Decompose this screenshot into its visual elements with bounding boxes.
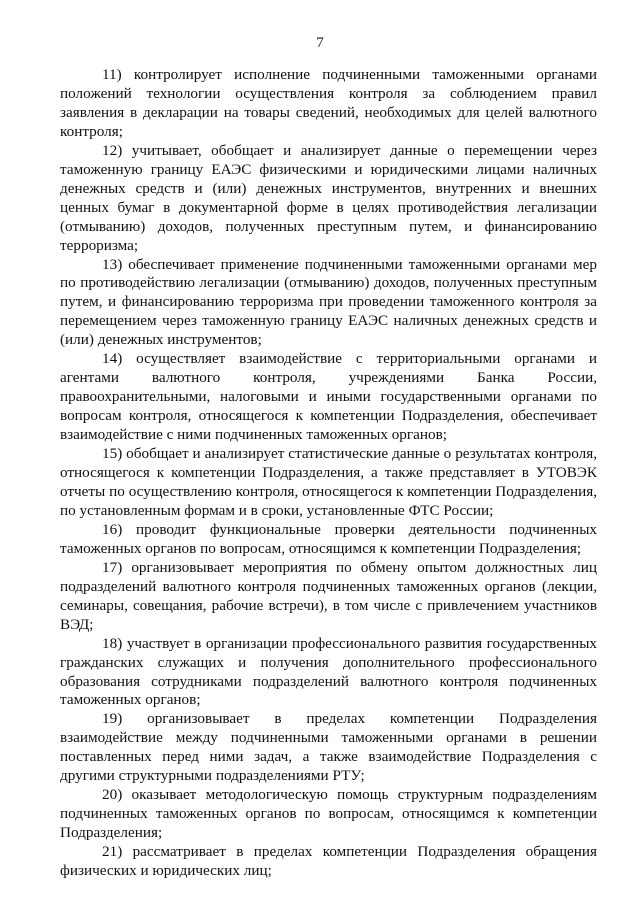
paragraph-12: 12) учитывает, обобщает и анализирует данные о перемещении через таможенную границу ЕАЭС физическими и юридическими лицами наличных денежных средств и (или) денежных инструментов, внутренних и внешних ценных бумаг в документарной форме в целях противодействия легализации (отмыванию) доходов, полученных преступным путем, и финансированию терроризма;	[60, 141, 597, 254]
paragraph-18: 18) участвует в организации профессионального развития государственных гражданских служащих и получения дополнительного профессионального образования сотрудниками подразделений валютного контроля подчиненных таможенных органов;	[60, 634, 597, 709]
page-number: 7	[316, 35, 324, 51]
paragraph-17: 17) организовывает мероприятия по обмену опытом должностных лиц подразделений валютного контроля подчиненных таможенных органов (лекции, семинары, совещания, рабочие встречи), в том числе с привлечением участников ВЭД;	[60, 558, 597, 633]
paragraph-15: 15) обобщает и анализирует статистические данные о результатах контроля, относящегося к компетенции Подразделения, а также представляет в УТОВЭК отчеты по осуществлению контроля, относящегося к компетенции Подразделения, по установленным формам и в сроки, установленные ФТС России;	[60, 445, 597, 519]
paragraph-21: 21) рассматривает в пределах компетенции Подразделения обращения физических и юридических лиц;	[60, 843, 597, 880]
document-body	[60, 66, 597, 881]
paragraph-11: 11) контролирует исполнение подчиненными таможенными органами положений технологии осуществления контроля за соблюдением правил заявления в декларации на товары сведений, необходимых для целей валютного контроля;	[60, 66, 597, 140]
paragraph-13: 13) обеспечивает применение подчиненными таможенными органами мер по противодействию легализации (отмыванию) доходов, полученных преступным путем, и финансированию терроризма при проведении таможенного контроля за перемещением через таможенную границу ЕАЭС наличных денежных средств и (или) денежных инструментов;	[60, 255, 597, 349]
paragraph-16: 16) проводит функциональные проверки деятельности подчиненных таможенных органов по вопросам, относящимся к компетенции Подразделения;	[60, 520, 597, 557]
paragraph-20: 20) оказывает методологическую помощь структурным подразделениям подчиненных таможенных органов по вопросам, относящимся к компетенции Подразделения;	[60, 786, 597, 842]
paragraph-14: 14) осуществляет взаимодействие с территориальными органами и агентами валютного контроля, учреждениями Банка России, правоохранительными, налоговыми и иными государственными органами по вопросам контроля, относящегося к компетенции Подразделения, обеспечивает взаимодействие с ними подчиненных таможенных органов;	[60, 350, 597, 444]
paragraph-19: 19) организовывает в пределах компетенции Подразделения взаимодействие между подчиненными таможенными органами в решении поставленных перед ними задач, а также взаимодействие Подразделения с другими структурными подразделениями РТУ;	[60, 710, 597, 785]
